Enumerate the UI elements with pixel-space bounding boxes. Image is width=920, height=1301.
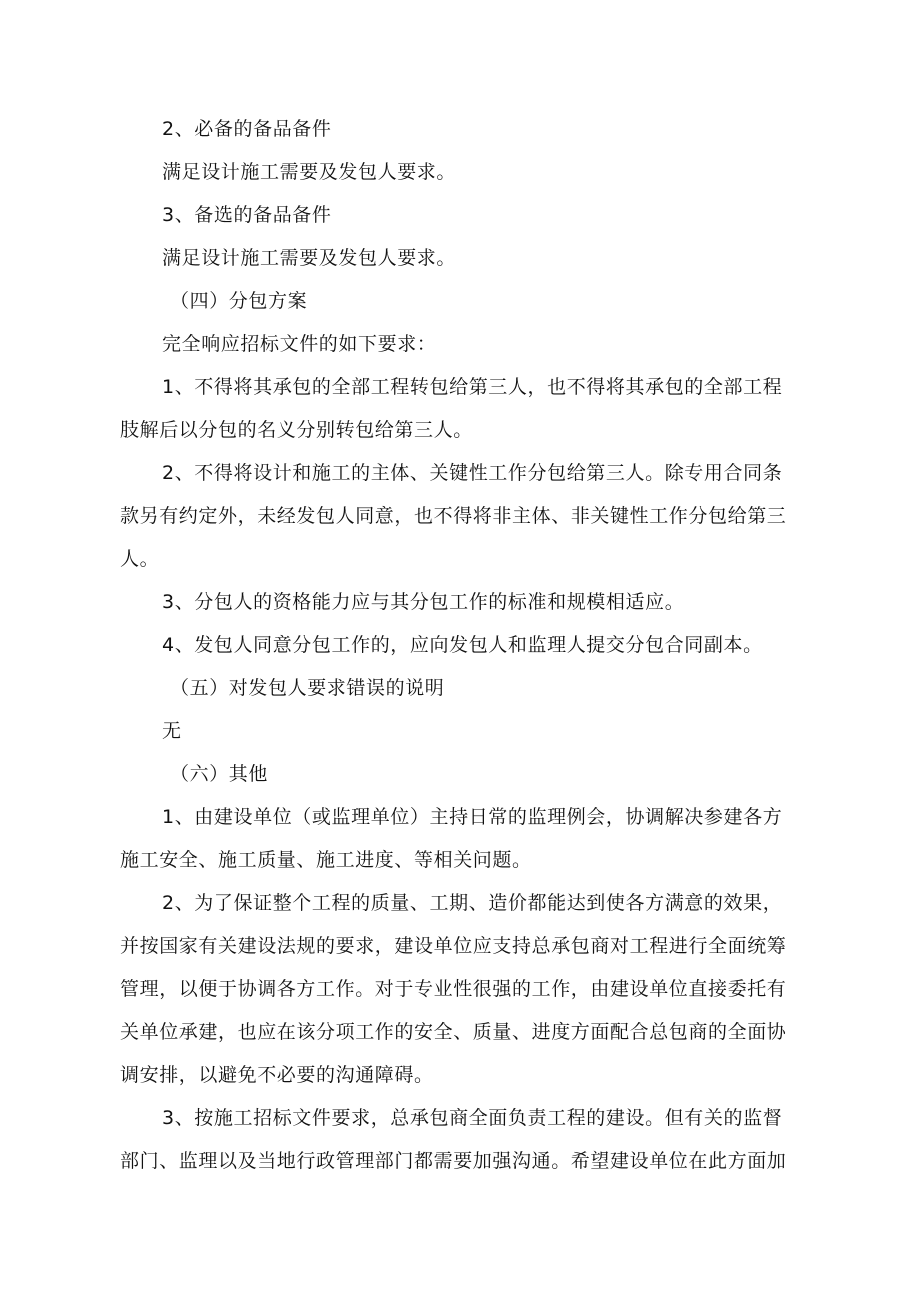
paragraph-line: 管理，以便于协调各方工作。对于专业性很强的工作，由建设单位直接委托有 — [120, 978, 787, 1000]
paragraph-line: 1、由建设单位（或监理单位）主持日常的监理例会，协调解决参建各方 — [162, 806, 783, 828]
paragraph-line: 施工安全、施工质量、施工进度、等相关问题。 — [120, 849, 532, 871]
paragraph-line: 肢解后以分包的名义分别转包给第三人。 — [120, 419, 473, 441]
body-line: 满足设计施工需要及发包人要求。 — [162, 247, 457, 269]
paragraph-line: 3、按施工招标文件要求，总承包商全面负责工程的建设。但有关的监督 — [162, 1107, 783, 1129]
section-heading-4: （四）分包方案 — [170, 290, 308, 312]
paragraph-line: 款另有约定外，未经发包人同意，也不得将非主体、非关键性工作分包给第三 — [120, 505, 787, 527]
paragraph-line: 调安排，以避免不必要的沟通障碍。 — [120, 1064, 434, 1086]
paragraph-line: 2、为了保证整个工程的质量、工期、造价都能达到使各方满意的效果， — [162, 892, 783, 914]
paragraph-line: 部门、监理以及当地行政管理部门都需要加强沟通。希望建设单位在此方面加 — [120, 1150, 787, 1172]
paragraph-line: 3、分包人的资格能力应与其分包工作的标准和规模相适应。 — [162, 591, 685, 613]
paragraph-line: 1、不得将其承包的全部工程转包给第三人，也不得将其承包的全部工程 — [162, 376, 783, 398]
section-heading-6: （六）其他 — [170, 763, 269, 785]
section-heading-5: （五）对发包人要求错误的说明 — [170, 677, 445, 699]
paragraph-line: 关单位承建，也应在该分项工作的安全、质量、进度方面配合总包商的全面协 — [120, 1021, 787, 1043]
item-3-heading: 3、备选的备品备件 — [162, 204, 332, 226]
body-line: 无 — [162, 720, 182, 742]
paragraph-line: 2、不得将设计和施工的主体、关键性工作分包给第三人。除专用合同条 — [162, 462, 783, 484]
body-line: 满足设计施工需要及发包人要求。 — [162, 161, 457, 183]
paragraph-line: 人。 — [120, 548, 160, 570]
body-line: 完全响应招标文件的如下要求： — [162, 333, 437, 355]
paragraph-line: 4、发包人同意分包工作的，应向发包人和监理人提交分包合同副本。 — [162, 634, 763, 656]
paragraph-line: 并按国家有关建设法规的要求，建设单位应支持总承包商对工程进行全面统筹 — [120, 935, 787, 957]
item-2-heading: 2、必备的备品备件 — [162, 118, 332, 140]
